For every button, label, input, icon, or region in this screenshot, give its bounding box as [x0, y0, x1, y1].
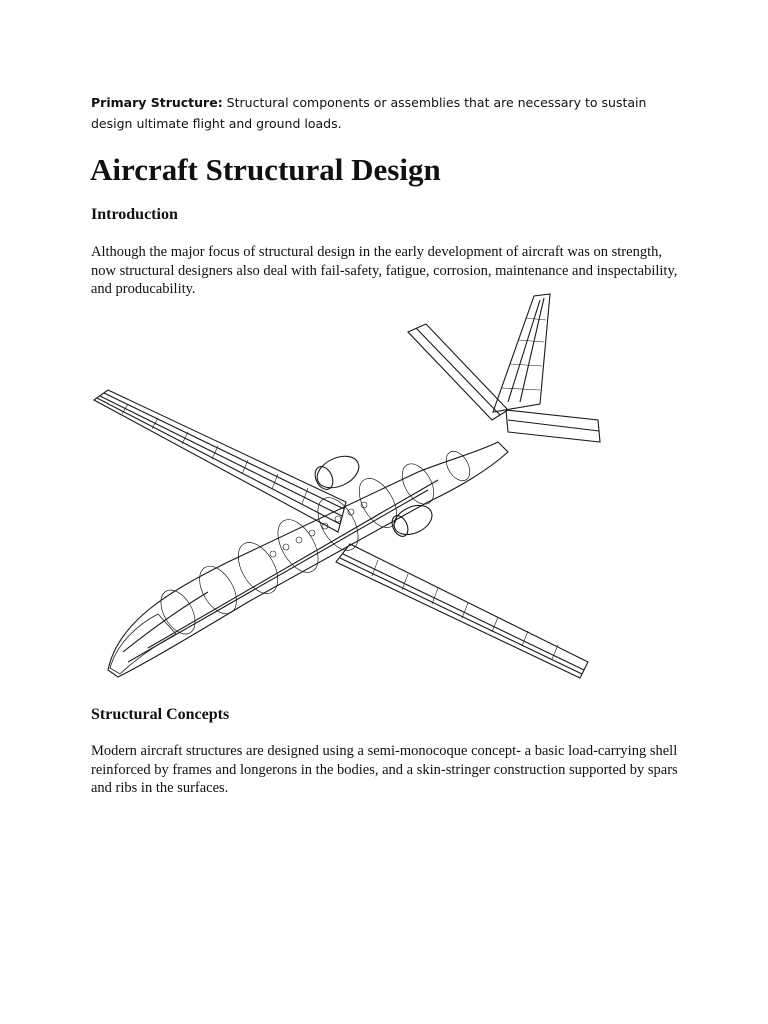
primary-structure-label: Primary Structure: [91, 95, 223, 110]
aircraft-structure-icon [88, 292, 620, 692]
primary-structure-text: Structural components or assemblies that are necessary to sustain design ultimate flight and ground loads. [91, 95, 647, 131]
page-title: Aircraft Structural Design [90, 152, 441, 187]
primary-structure-definition [91, 92, 691, 134]
introduction-paragraph: Although the major focus of structural design in the early development of aircraft was on strength, now structural designers also deal with fail-safety, fatigue, corrosion, maintenance and inspectability, and producability. [91, 244, 678, 297]
structural-concepts-heading: Structural Concepts [91, 706, 230, 723]
structural-concepts-paragraph: Modern aircraft structures are designed using a semi-monocoque concept- a basic load-carrying shell reinforced by frames and longerons in the bodies, and a skin-stringer construction supported by spars and ribs in the surfaces. [91, 743, 678, 796]
introduction-heading: Introduction [91, 206, 178, 223]
aircraft-structure-figure [88, 292, 620, 692]
